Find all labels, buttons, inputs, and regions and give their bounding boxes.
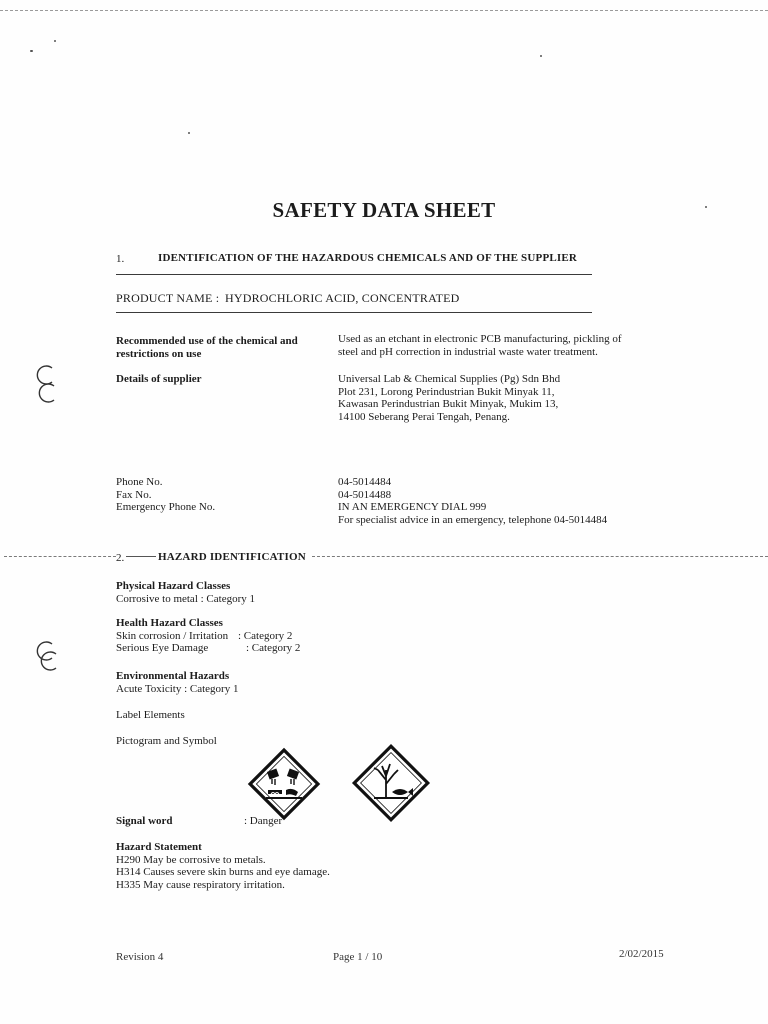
hazard-statement: H335 May cause respiratory irritation.: [116, 878, 285, 891]
footer-revision: Revision 4: [116, 951, 164, 963]
scan-speck: [188, 132, 190, 134]
fax-label: Fax No.: [116, 488, 152, 501]
recommended-use-label-line: restrictions on use: [116, 347, 202, 360]
scan-speck: [540, 55, 542, 57]
section-2-title: HAZARD IDENTIFICATION: [158, 551, 306, 563]
health-hazard-value: : Category 2: [238, 629, 293, 642]
supplier-label: Details of supplier: [116, 373, 202, 385]
recommended-use-line: Used as an etchant in electronic PCB manufacturing, pickling of: [338, 333, 622, 345]
supplier-line: Plot 231, Lorong Perindustrian Bukit Minyak 11,: [338, 385, 555, 398]
section-2-dash: [126, 556, 156, 557]
hazard-statement: H290 May be corrosive to metals.: [116, 853, 266, 866]
section-1-rule: [116, 274, 592, 275]
punch-hole-icon: [32, 636, 58, 680]
health-hazards-heading: Health Hazard Classes: [116, 617, 223, 629]
product-name-rule: [116, 312, 592, 313]
supplier-line: Kawasan Perindustrian Bukit Minyak, Mukim 13,: [338, 398, 559, 410]
supplier-line: Universal Lab & Chemical Supplies (Pg) Sdn Bhd: [338, 373, 561, 385]
supplier-line: 14100 Seberang Perai Tengah, Penang.: [338, 410, 510, 423]
fax-value: 04-5014488: [338, 488, 392, 501]
emergency-label: Emergency Phone No.: [116, 501, 216, 513]
section-2-scan-line: [312, 556, 768, 557]
phone-value: 04-5014484: [338, 476, 392, 488]
emergency-value: IN AN EMERGENCY DIAL 999: [338, 501, 487, 513]
label-elements-heading: Label Elements: [116, 709, 185, 721]
scan-speck: [30, 50, 33, 52]
corrosion-pictogram-icon: [244, 744, 324, 824]
footer-date: 2/02/2015: [619, 948, 664, 960]
health-hazard-name: Skin corrosion / Irritation: [116, 629, 229, 642]
emergency-value: For specialist advice in an emergency, telephone 04-5014484: [338, 513, 608, 526]
signal-word-label: Signal word: [116, 815, 173, 827]
product-name-value: HYDROCHLORIC ACID, CONCENTRATED: [225, 291, 460, 305]
product-name-label: PRODUCT NAME :: [116, 291, 220, 305]
signal-word-value: : Danger: [244, 815, 283, 827]
punch-hole-icon: [32, 362, 58, 406]
environmental-hazards-block: [116, 670, 238, 695]
recommended-use-line: steel and pH correction in industrial waste water treatment.: [338, 345, 598, 358]
section-2-number: 2.: [116, 552, 125, 564]
health-hazard-row: [116, 642, 301, 655]
scan-speck: [54, 40, 56, 42]
environment-pictogram-icon: [348, 740, 434, 826]
health-hazard-name: Serious Eye Damage: [116, 642, 209, 654]
hazard-statement-heading: Hazard Statement: [116, 841, 202, 853]
physical-hazard-item: Corrosive to metal : Category 1: [116, 592, 255, 605]
footer-page-number: Page 1 / 10: [333, 951, 383, 963]
health-hazards-block: [116, 617, 301, 655]
pictogram-label: Pictogram and Symbol: [116, 735, 217, 747]
contact-labels: [116, 476, 215, 514]
health-hazard-row: [116, 629, 293, 643]
section-1-number: 1.: [116, 253, 125, 265]
contact-values: [338, 476, 607, 526]
document-title: SAFETY DATA SHEET: [272, 198, 496, 222]
recommended-use-value: [338, 333, 621, 358]
supplier-details: [338, 373, 560, 423]
section-1-title: IDENTIFICATION OF THE HAZARDOUS CHEMICALS AND OF THE SUPPLIER: [158, 252, 578, 264]
environmental-hazards-heading: Environmental Hazards: [116, 670, 230, 682]
hazard-statement: H314 Causes severe skin burns and eye damage.: [116, 866, 330, 878]
recommended-use-label-line: Recommended use of the chemical and: [116, 335, 298, 347]
health-hazard-value: : Category 2: [246, 642, 301, 654]
scan-top-edge: [0, 10, 768, 11]
physical-hazards-heading: Physical Hazard Classes: [116, 580, 231, 592]
environmental-hazard-item: Acute Toxicity : Category 1: [116, 682, 239, 695]
phone-label: Phone No.: [116, 476, 163, 488]
hazard-statement-block: [116, 841, 330, 891]
section-2-scan-line: [4, 556, 116, 557]
physical-hazards-block: [116, 580, 255, 605]
recommended-use-label: [116, 335, 298, 360]
